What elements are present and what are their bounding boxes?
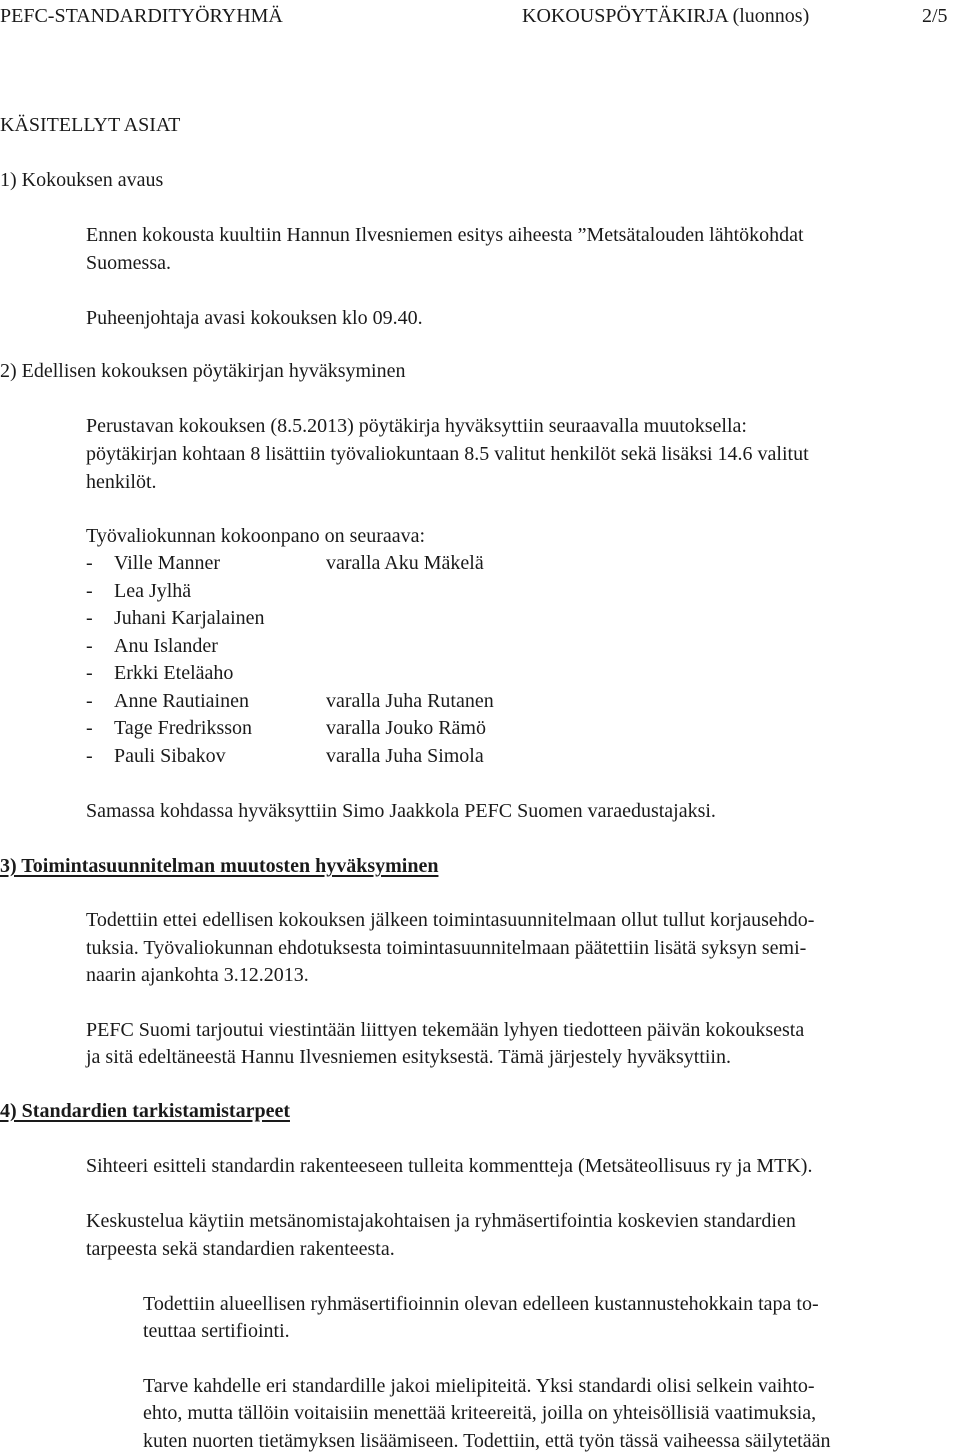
member-name: Tage Fredriksson	[114, 717, 253, 739]
member-deputy: varalla Juha Simola	[326, 745, 484, 767]
item1-p2: Puheenjohtaja avasi kokouksen klo 09.40.	[86, 307, 423, 329]
item3-heading: 3) Toimintasuunnitelman muutosten hyväksyminen	[0, 855, 439, 877]
item3-p1-line: tuksia. Työvaliokunnan ehdotuksesta toimintasuunnitelmaan päätettiin lisätä syksyn semi-	[86, 937, 807, 959]
item4-quote2-line: Tarve kahdelle eri standardille jakoi mielipiteitä. Yksi standardi olisi selkein vaihto-	[143, 1375, 815, 1397]
item2-final: Samassa kohdassa hyväksyttiin Simo Jaakkola PEFC Suomen varaedustajaksi.	[86, 800, 716, 822]
header-org: PEFC-STANDARDITYÖRYHMÄ	[0, 5, 283, 27]
item2-heading: 2) Edellisen kokouksen pöytäkirjan hyväksyminen	[0, 360, 406, 382]
member-name: Erkki Eteläaho	[114, 662, 234, 684]
committee-intro: Työvaliokunnan kokoonpano on seuraava:	[86, 525, 426, 547]
member-dash: -	[86, 607, 93, 629]
member-dash: -	[86, 580, 93, 602]
item4-quote2-line: kuten nuorten tietämyksen lisäämiseen. Todettiin, että työn tässä vaiheessa säilytetään	[143, 1430, 831, 1452]
member-dash: -	[86, 662, 93, 684]
member-name: Anne Rautiainen	[114, 690, 249, 712]
member-dash: -	[86, 717, 93, 739]
item4-quote1-line: Todettiin alueellisen ryhmäsertifioinnin olevan edelleen kustannustehokkain tapa to-	[143, 1293, 819, 1315]
member-name: Juhani Karjalainen	[114, 607, 265, 629]
member-deputy: varalla Jouko Rämö	[326, 717, 486, 739]
item2-p1-line: Perustavan kokouksen (8.5.2013) pöytäkirja hyväksyttiin seuraavalla muutoksella:	[86, 415, 747, 437]
member-dash: -	[86, 635, 93, 657]
member-deputy: varalla Aku Mäkelä	[326, 552, 484, 574]
header-page-number: 2/5	[922, 5, 948, 27]
item4-quote1-line: teuttaa sertifiointi.	[143, 1320, 290, 1342]
item3-p2-line: PEFC Suomi tarjoutui viestintään liittyen tekemään lyhyen tiedotteen päivän kokouksesta	[86, 1019, 805, 1041]
item4-quote2-line: ehto, mutta tällöin voitaisiin menettää kriteereitä, joilla on yhteisöllisiä vaatimuksia,	[143, 1402, 817, 1424]
item3-p2-line: ja sitä edeltäneestä Hannu Ilvesniemen esityksestä. Tämä järjestely hyväksyttiin.	[86, 1046, 731, 1068]
member-name: Pauli Sibakov	[114, 745, 226, 767]
item4-p1: Sihteeri esitteli standardin rakenteeseen tulleita kommentteja (Metsäteollisuus ry ja MTK).	[86, 1155, 813, 1177]
item2-p1-line: pöytäkirjan kohtaan 8 lisättiin työvaliokuntaan 8.5 valitut henkilöt sekä lisäksi 14.6 valitut	[86, 443, 809, 465]
item2-p1-line: henkilöt.	[86, 471, 157, 493]
member-name: Lea Jylhä	[114, 580, 192, 602]
header-doc-title: KOKOUSPÖYTÄKIRJA (luonnos)	[522, 5, 810, 27]
section-title: KÄSITELLYT ASIAT	[0, 114, 181, 136]
member-dash: -	[86, 690, 93, 712]
member-dash: -	[86, 745, 93, 767]
member-dash: -	[86, 552, 93, 574]
item1-p1-line: Suomessa.	[86, 252, 171, 274]
item4-p2-line: tarpeesta sekä standardien rakenteesta.	[86, 1238, 395, 1260]
item1-p1-line: Ennen kokousta kuultiin Hannun Ilvesniemen esitys aiheesta ”Metsätalouden lähtökohdat	[86, 224, 804, 246]
item3-p1-line: naarin ajankohta 3.12.2013.	[86, 964, 309, 986]
item1-heading: 1) Kokouksen avaus	[0, 169, 164, 191]
member-name: Ville Manner	[114, 552, 220, 574]
item4-heading: 4) Standardien tarkistamistarpeet	[0, 1100, 290, 1122]
member-deputy: varalla Juha Rutanen	[326, 690, 494, 712]
item3-p1-line: Todettiin ettei edellisen kokouksen jälkeen toimintasuunnitelmaan ollut tullut korjausehdo-	[86, 909, 815, 931]
member-name: Anu Islander	[114, 635, 218, 657]
item4-p2-line: Keskustelua käytiin metsänomistajakohtaisen ja ryhmäsertifointia koskevien standardien	[86, 1210, 796, 1232]
